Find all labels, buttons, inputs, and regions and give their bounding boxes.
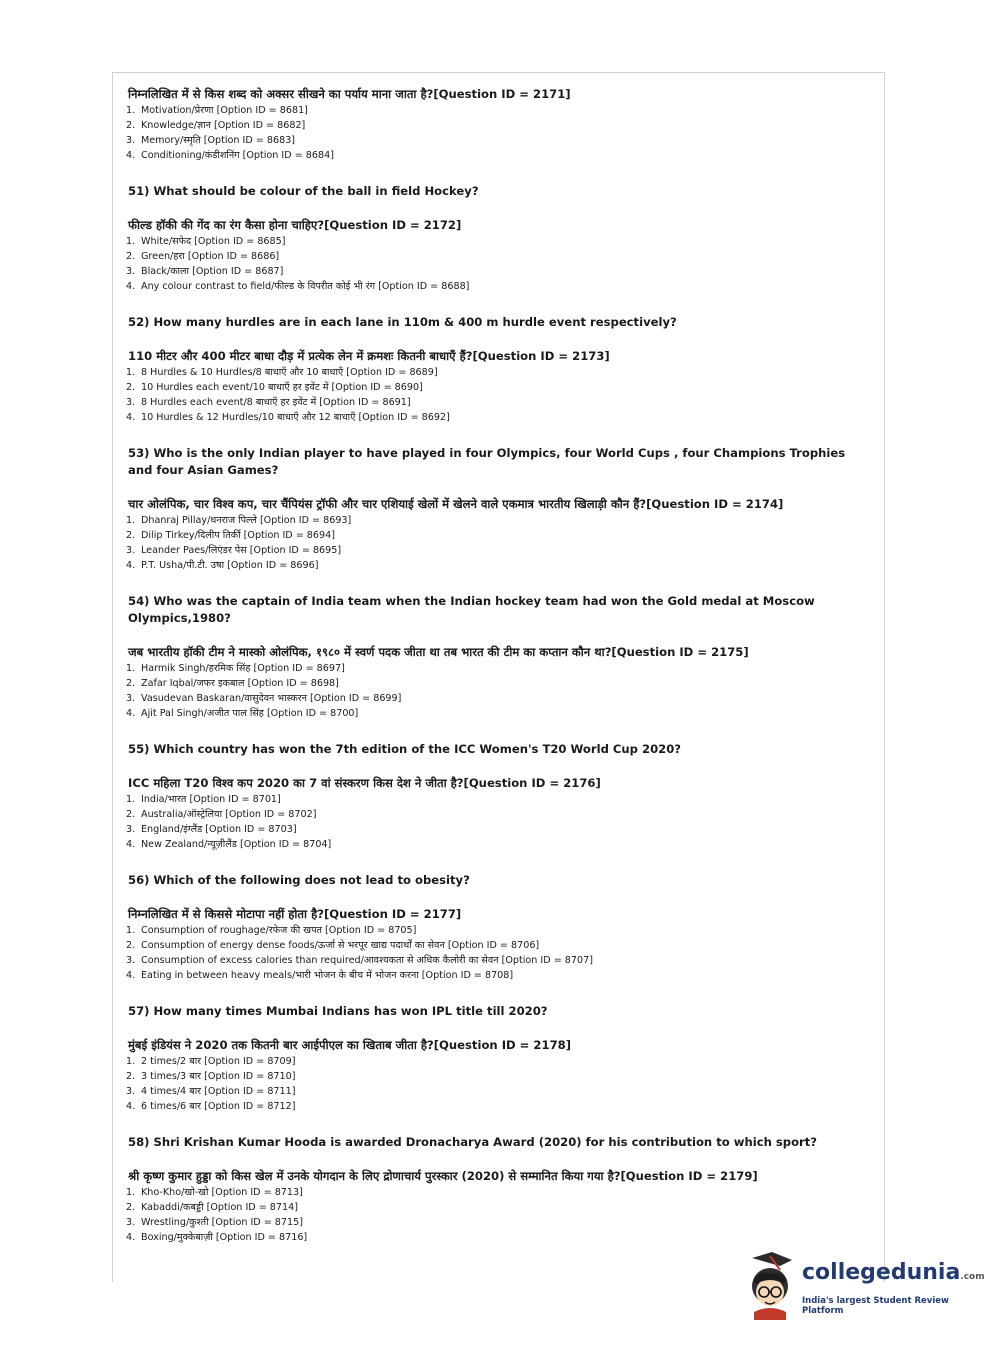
logo-wordmark: collegedunia.com: [802, 1260, 985, 1285]
option-text: 4 times/4 बार [Option ID = 8711]: [141, 1086, 296, 1097]
option-number: 4.: [126, 970, 136, 981]
option-item: [126, 558, 866, 573]
page-border-right: [884, 72, 885, 1282]
option-item: [126, 380, 866, 395]
option-text: Conditioning/कंडीशनिंग [Option ID = 8684]: [141, 150, 334, 161]
option-text: Eating in between heavy meals/भारी भोजन के बीच में भोजन करना [Option ID = 8708]: [141, 970, 514, 981]
option-item: [126, 103, 866, 118]
question-text-hindi: फील्ड हॉकी की गेंद का रंग कैसा होना चाहिए?[Question ID = 2172]: [128, 218, 462, 232]
option-list: [126, 923, 866, 983]
question-list: [126, 86, 866, 1245]
option-text: England/इंग्लैंड [Option ID = 8703]: [141, 824, 297, 835]
option-text: 8 Hurdles & 10 Hurdles/8 बाधाएँ और 10 बाधाएँ [Option ID = 8689]: [141, 367, 438, 378]
question-block: [126, 86, 866, 183]
question-text-english: 51) What should be colour of the ball in field Hockey?: [128, 184, 479, 198]
option-text: Motivation/प्रेरणा [Option ID = 8681]: [141, 105, 308, 116]
option-text: 10 Hurdles & 12 Hurdles/10 बाधाएँ और 12 बाधाएँ [Option ID = 8692]: [141, 412, 450, 423]
option-list: [126, 234, 866, 294]
question-text-hindi: जब भारतीय हॉकी टीम ने मास्को ओलंपिक, १९८० में स्वर्ण पदक जीता था तब भारत की टीम का कप्तान कौन था?[Question ID = 2175]: [128, 645, 749, 659]
question-block: [126, 1003, 866, 1134]
spacer: [126, 425, 866, 445]
option-number: 1.: [126, 794, 136, 805]
option-number: 1.: [126, 367, 136, 378]
option-text: 6 times/6 बार [Option ID = 8712]: [141, 1101, 296, 1112]
option-item: [126, 1084, 866, 1099]
option-number: 3.: [126, 266, 136, 277]
question-block: [126, 741, 866, 872]
option-number: 2.: [126, 1071, 136, 1082]
option-list: [126, 1054, 866, 1114]
option-item: [126, 1215, 866, 1230]
option-number: 3.: [126, 1086, 136, 1097]
option-number: 1.: [126, 236, 136, 247]
option-item: [126, 792, 866, 807]
spacer: [126, 852, 866, 872]
option-number: 2.: [126, 530, 136, 541]
option-number: 3.: [126, 397, 136, 408]
option-number: 3.: [126, 824, 136, 835]
option-item: [126, 234, 866, 249]
question-text-hindi: चार ओलंपिक, चार विश्व कप, चार चैंपियंस ट्रॉफी और चार एशियाई खेलों में खेलने वाले एकमात्र भारतीय खिलाड़ी कौन हैं?[Question ID = 2174]: [128, 497, 784, 511]
spacer: [126, 294, 866, 314]
option-text: Dhanraj Pillay/धनराज पिल्ले [Option ID = 8693]: [141, 515, 352, 526]
option-text: Knowledge/ज्ञान [Option ID = 8682]: [141, 120, 306, 131]
question-text-english: 58) Shri Krishan Kumar Hooda is awarded Dronacharya Award (2020) for his contribution to which sport?: [128, 1135, 818, 1149]
option-text: 3 times/3 बार [Option ID = 8710]: [141, 1071, 296, 1082]
question-text-english: 56) Which of the following does not lead to obesity?: [128, 873, 470, 887]
option-list: [126, 103, 866, 163]
question-text-english: 52) How many hurdles are in each lane in 110m & 400 m hurdle event respectively?: [128, 315, 677, 329]
option-number: 1.: [126, 925, 136, 936]
option-item: [126, 953, 866, 968]
option-list: [126, 365, 866, 425]
question-text-english: 55) Which country has won the 7th edition of the ICC Women's T20 World Cup 2020?: [128, 742, 681, 756]
option-text: Boxing/मुक्केबाज़ी [Option ID = 8716]: [141, 1232, 308, 1243]
option-number: 4.: [126, 560, 136, 571]
collegedunia-logo: [740, 1248, 985, 1328]
spacer: [126, 983, 866, 1003]
logo-tagline: India's largest Student Review Platform: [802, 1296, 949, 1316]
option-text: Memory/स्मृति [Option ID = 8683]: [141, 135, 296, 146]
question-block: [126, 593, 866, 741]
option-text: Black/काला [Option ID = 8687]: [141, 266, 284, 277]
spacer: [126, 163, 866, 183]
spacer: [126, 721, 866, 741]
question-text-english: 54) Who was the captain of India team when the Indian hockey team had won the Gold medal at Moscow Olympics,1980?: [128, 594, 815, 625]
question-text-hindi: निम्नलिखित में से किससे मोटापा नहीं होता है?[Question ID = 2177]: [128, 907, 462, 921]
option-item: [126, 513, 866, 528]
option-number: 4.: [126, 150, 136, 161]
option-text: Vasudevan Baskaran/वासुदेवन भास्करन [Option ID = 8699]: [141, 693, 402, 704]
option-text: Zafar Iqbal/जफर इकबाल [Option ID = 8698]: [141, 678, 339, 689]
option-text: P.T. Usha/पी.टी. उषा [Option ID = 8696]: [141, 560, 319, 571]
option-item: [126, 118, 866, 133]
option-number: 2.: [126, 678, 136, 689]
option-number: 2.: [126, 940, 136, 951]
mascot-icon: [740, 1252, 800, 1320]
option-number: 3.: [126, 545, 136, 556]
option-item: [126, 706, 866, 721]
option-text: Consumption of energy dense foods/ऊर्जा से भरपूर खाद्य पदार्थों का सेवन [Option ID = 8706]: [141, 940, 540, 951]
option-item: [126, 365, 866, 380]
option-number: 3.: [126, 693, 136, 704]
question-text-hindi: मुंबई इंडियंस ने 2020 तक कितनी बार आईपीएल का खिताब जीता है?[Question ID = 2178]: [128, 1038, 571, 1052]
option-text: Ajit Pal Singh/अजीत पाल सिंह [Option ID = 8700]: [141, 708, 359, 719]
option-item: [126, 1054, 866, 1069]
question-block: [126, 1134, 866, 1245]
option-item: [126, 279, 866, 294]
question-text-hindi: ICC महिला T20 विश्व कप 2020 का 7 वां संस्करण किस देश ने जीता है?[Question ID = 2176]: [128, 776, 601, 790]
question-text-hindi: श्री कृष्ण कुमार हुड्डा को किस खेल में उनके योगदान के लिए द्रोणाचार्य पुरस्कार (2020) से सम्मानित किया गया है?[Question ID = 2179]: [128, 1169, 758, 1183]
option-text: Leander Paes/लिएंडर पेस [Option ID = 8695]: [141, 545, 342, 556]
option-item: [126, 968, 866, 983]
question-text-hindi: 110 मीटर और 400 मीटर बाधा दौड़ में प्रत्येक लेन में क्रमशः कितनी बाधाएँ हैं?[Question ID = 2173]: [128, 349, 610, 363]
option-number: 4.: [126, 839, 136, 850]
option-number: 2.: [126, 809, 136, 820]
option-list: [126, 513, 866, 573]
option-number: 3.: [126, 135, 136, 146]
question-block: [126, 872, 866, 1003]
option-text: Kho-Kho/खो-खो [Option ID = 8713]: [141, 1187, 303, 1198]
option-item: [126, 410, 866, 425]
option-item: [126, 264, 866, 279]
option-number: 1.: [126, 1056, 136, 1067]
option-item: [126, 807, 866, 822]
option-number: 3.: [126, 1217, 136, 1228]
option-text: New Zealand/न्यूज़ीलैंड [Option ID = 8704]: [141, 839, 332, 850]
option-item: [126, 938, 866, 953]
page-border-left: [112, 72, 113, 1282]
option-number: 4.: [126, 412, 136, 423]
option-text: Harmik Singh/हरमिक सिंह [Option ID = 8697]: [141, 663, 345, 674]
option-text: Consumption of excess calories than required/आवश्यकता से अधिक कैलोरी का सेवन [Option ID = 8707]: [141, 955, 593, 966]
option-number: 3.: [126, 955, 136, 966]
question-block: [126, 445, 866, 593]
option-text: Any colour contrast to field/फील्ड के विपरीत कोई भी रंग [Option ID = 8688]: [141, 281, 470, 292]
option-number: 4.: [126, 281, 136, 292]
spacer: [126, 1114, 866, 1134]
option-text: Consumption of roughage/रफेज की खपत [Option ID = 8705]: [141, 925, 417, 936]
option-item: [126, 133, 866, 148]
option-number: 1.: [126, 663, 136, 674]
question-block: [126, 183, 866, 314]
option-number: 1.: [126, 515, 136, 526]
option-number: 4.: [126, 708, 136, 719]
option-item: [126, 148, 866, 163]
question-text-english: 53) Who is the only Indian player to have played in four Olympics, four World Cups , four Champions Trophies and four Asian Games?: [128, 446, 846, 477]
option-list: [126, 661, 866, 721]
option-item: [126, 249, 866, 264]
option-text: 8 Hurdles each event/8 बाधाएँ हर इवेंट में [Option ID = 8691]: [141, 397, 411, 408]
option-item: [126, 837, 866, 852]
option-number: 4.: [126, 1232, 136, 1243]
option-item: [126, 1069, 866, 1084]
option-number: 2.: [126, 251, 136, 262]
option-number: 2.: [126, 120, 136, 131]
option-number: 1.: [126, 1187, 136, 1198]
option-number: 2.: [126, 382, 136, 393]
option-number: 4.: [126, 1101, 136, 1112]
option-text: Kabaddi/कबड्डी [Option ID = 8714]: [141, 1202, 298, 1213]
option-text: India/भारत [Option ID = 8701]: [141, 794, 281, 805]
option-number: 1.: [126, 105, 136, 116]
option-text: White/सफेद [Option ID = 8685]: [141, 236, 286, 247]
question-block: [126, 314, 866, 445]
option-item: [126, 543, 866, 558]
option-item: [126, 1200, 866, 1215]
option-item: [126, 1230, 866, 1245]
option-item: [126, 661, 866, 676]
question-text-english: 57) How many times Mumbai Indians has won IPL title till 2020?: [128, 1004, 548, 1018]
option-item: [126, 691, 866, 706]
option-item: [126, 528, 866, 543]
option-item: [126, 923, 866, 938]
spacer: [126, 573, 866, 593]
option-number: 2.: [126, 1202, 136, 1213]
option-list: [126, 792, 866, 852]
option-item: [126, 395, 866, 410]
option-item: [126, 822, 866, 837]
option-text: Dilip Tirkey/दिलीप तिर्की [Option ID = 8694]: [141, 530, 335, 541]
option-text: 10 Hurdles each event/10 बाधाएँ हर इवेंट में [Option ID = 8690]: [141, 382, 423, 393]
option-text: 2 times/2 बार [Option ID = 8709]: [141, 1056, 296, 1067]
option-text: Green/हरा [Option ID = 8686]: [141, 251, 280, 262]
option-item: [126, 1099, 866, 1114]
question-text-hindi: निम्नलिखित में से किस शब्द को अक्सर सीखने का पर्याय माना जाता है?[Question ID = 2171]: [128, 87, 571, 101]
page-border-top: [112, 72, 884, 73]
option-text: Wrestling/कुश्ती [Option ID = 8715]: [141, 1217, 303, 1228]
option-list: [126, 1185, 866, 1245]
option-item: [126, 1185, 866, 1200]
option-item: [126, 676, 866, 691]
option-text: Australia/ऑस्ट्रेलिया [Option ID = 8702]: [141, 809, 317, 820]
